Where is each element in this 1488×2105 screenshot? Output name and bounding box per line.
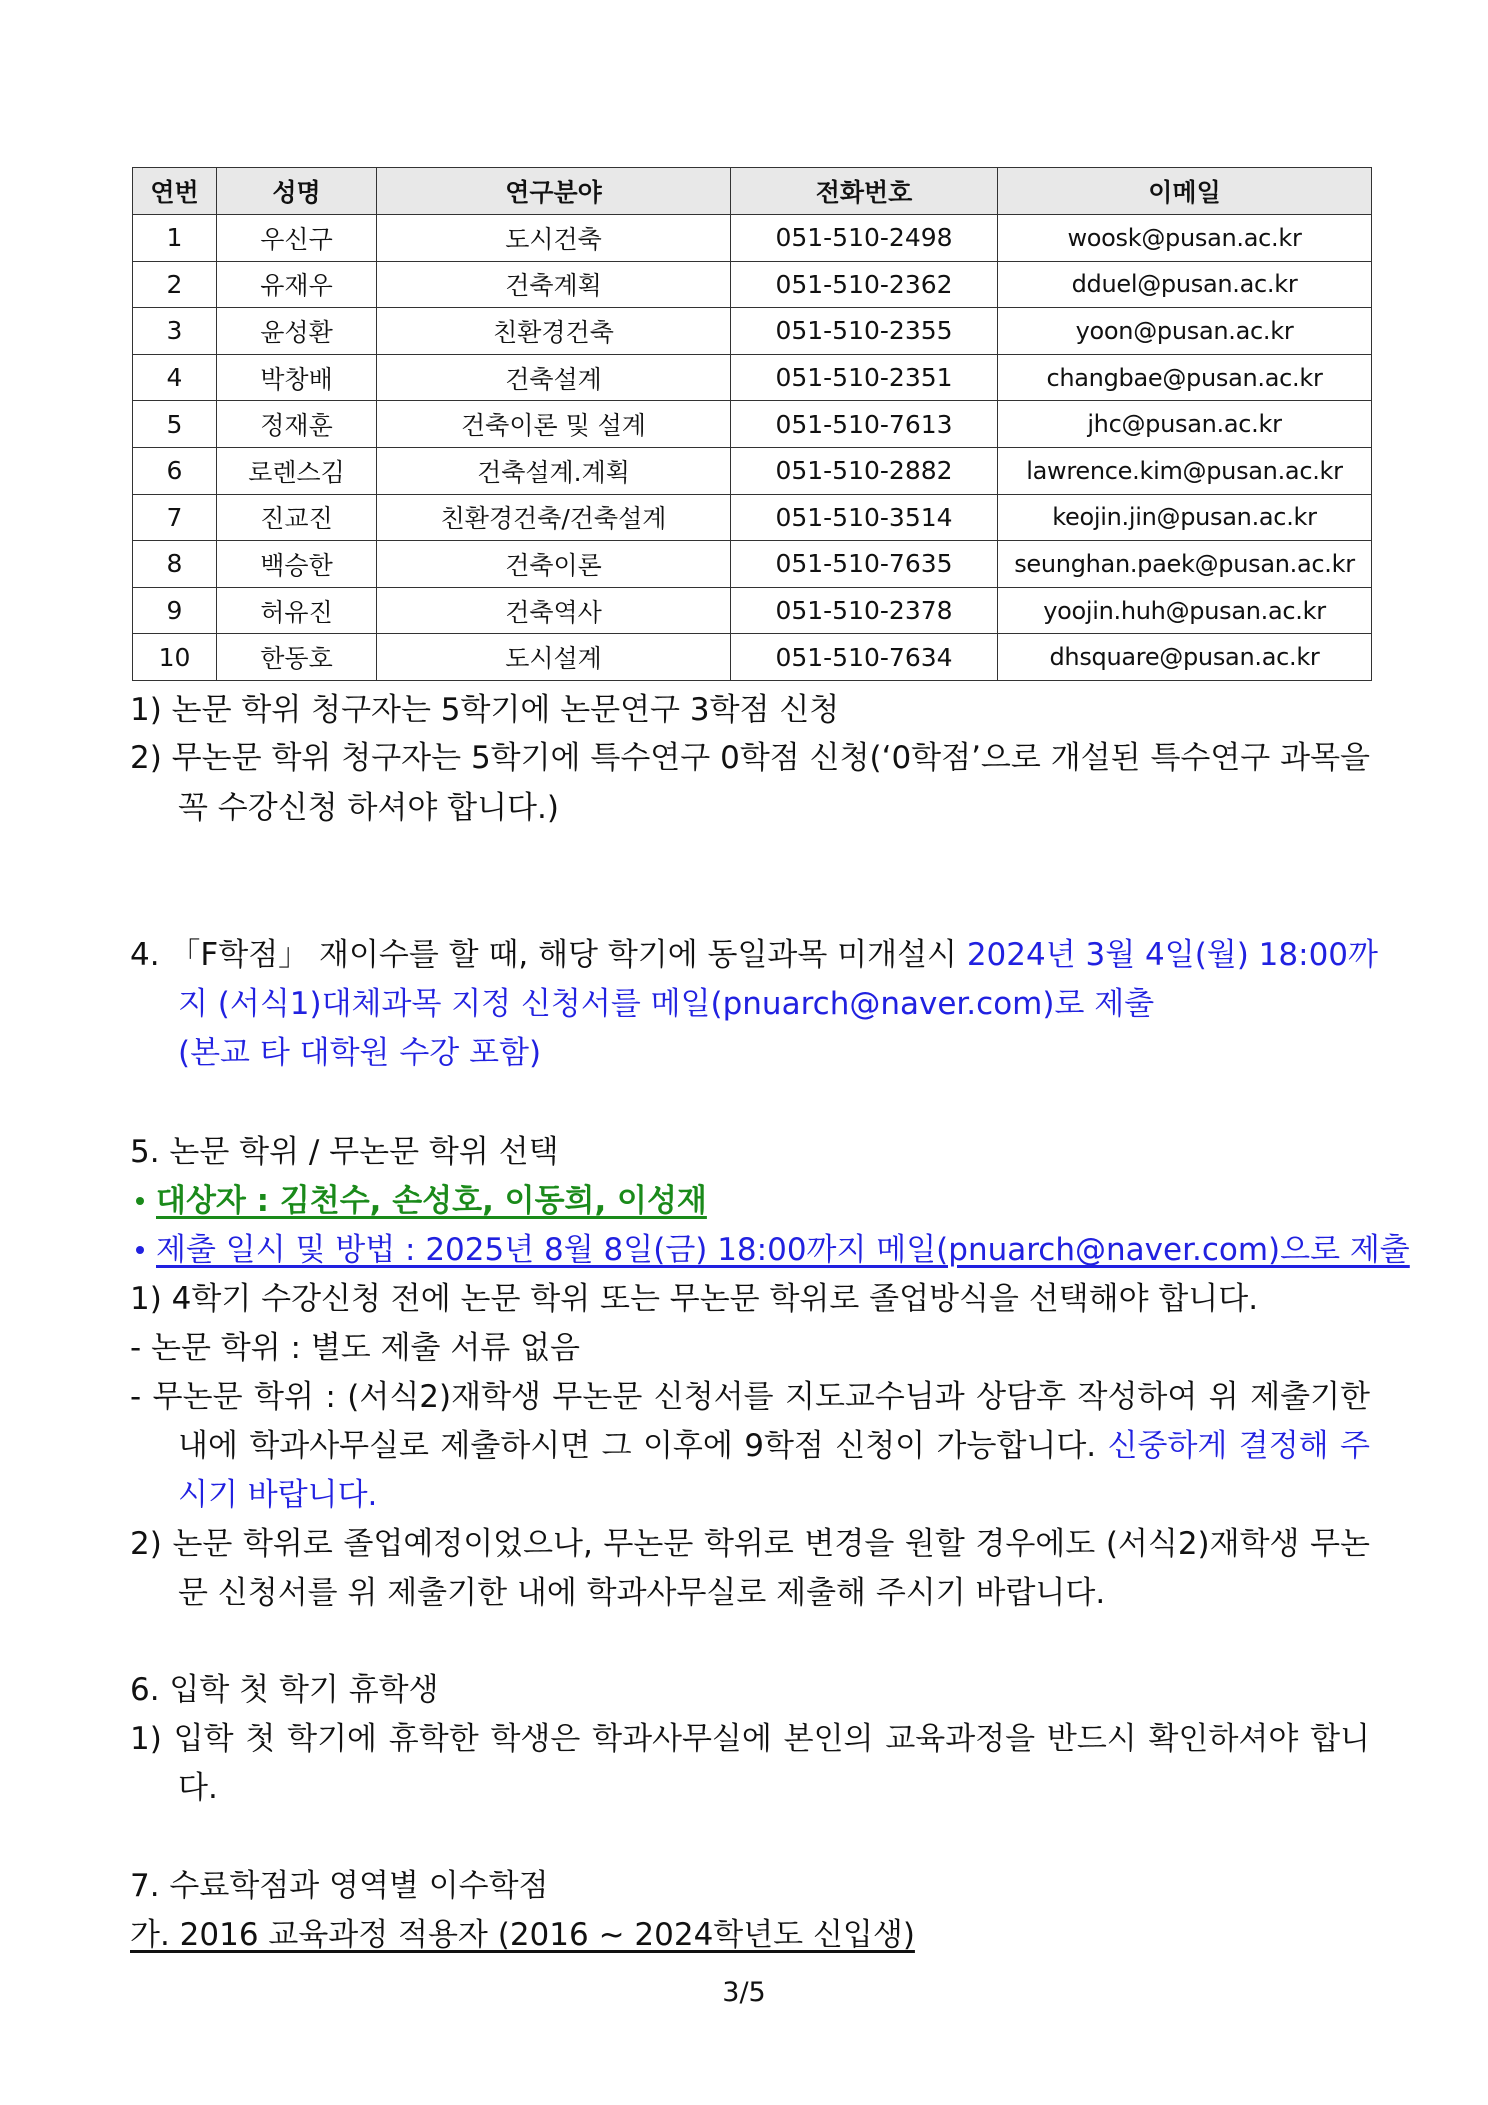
cell-phone: 051-510-2362 [731,261,998,308]
table-row [133,447,1372,494]
section5-dash2-cont [178,1426,1370,1466]
header-number: 연번 [133,168,217,215]
faculty-table [132,167,1372,681]
section5-dash2-text: 내에 학과사무실로 제출하시면 그 이후에 9학점 신청이 가능합니다. [178,1428,1108,1464]
cell-email: lawrence.kim@pusan.ac.kr [998,447,1372,494]
table-row [133,261,1372,308]
cell-phone: 051-510-2498 [731,215,998,262]
bullet-icon [136,1246,144,1254]
section5-target-line [130,1181,707,1221]
cell-field: 친환경건축/건축설계 [377,494,731,541]
cell-field: 건축역사 [377,587,731,634]
bullet-icon [136,1197,144,1205]
cell-field: 친환경건축 [377,308,731,355]
cell-email: woosk@pusan.ac.kr [998,215,1372,262]
cell-number: 7 [133,494,217,541]
cell-phone: 051-510-3514 [731,494,998,541]
table-row [133,541,1372,588]
cell-name: 정재훈 [217,401,377,448]
cell-phone: 051-510-7613 [731,401,998,448]
section5-title: 5. 논문 학위 / 무논문 학위 선택 [130,1134,559,1170]
header-name: 성명 [217,168,377,215]
header-field: 연구분야 [377,168,731,215]
cell-phone: 051-510-7634 [731,634,998,681]
cell-phone: 051-510-2882 [731,447,998,494]
cell-name: 박창배 [217,354,377,401]
section6-item1-cont: 다. [178,1770,218,1806]
cell-name: 로렌스김 [217,447,377,494]
section4-line3: (본교 타 대학원 수강 포함) [178,1035,542,1071]
section4-line2: 지 (서식1)대체과목 지정 신청서를 메일(pnuarch@naver.com)로 제출 [178,986,1155,1022]
section5-dash2-emphasis-cont: 시기 바랍니다. [178,1477,378,1513]
cell-field: 건축설계 [377,354,731,401]
cell-phone: 051-510-2355 [731,308,998,355]
note-non-thesis-cont: 꼭 수강신청 하셔야 합니다.) [178,790,559,826]
table-row [133,494,1372,541]
section5-item1: 1) 4학기 수강신청 전에 논문 학위 또는 무논문 학위로 졸업방식을 선택해야 합니다. [130,1281,1259,1317]
section5-item2-cont: 문 신청서를 위 제출기한 내에 학과사무실로 제출해 주시기 바랍니다. [178,1575,1106,1611]
cell-number: 5 [133,401,217,448]
cell-email: yoojin.huh@pusan.ac.kr [998,587,1372,634]
cell-name: 우신구 [217,215,377,262]
cell-name: 한동호 [217,634,377,681]
cell-number: 4 [133,354,217,401]
cell-name: 진교진 [217,494,377,541]
section7-subtitle: 가. 2016 교육과정 적용자 (2016 ~ 2024학년도 신입생) [130,1917,915,1953]
cell-field: 도시설계 [377,634,731,681]
cell-email: keojin.jin@pusan.ac.kr [998,494,1372,541]
cell-email: changbae@pusan.ac.kr [998,354,1372,401]
note-thesis: 1) 논문 학위 청구자는 5학기에 논문연구 3학점 신청 [130,692,840,728]
table-row [133,634,1372,681]
table-row [133,308,1372,355]
table-row [133,215,1372,262]
section7-title: 7. 수료학점과 영역별 이수학점 [130,1868,549,1904]
cell-phone: 051-510-2378 [731,587,998,634]
table-row [133,587,1372,634]
section5-item2: 2) 논문 학위로 졸업예정이었으나, 무논문 학위로 변경을 원할 경우에도 (서식2)재학생 무논 [130,1526,1370,1562]
cell-field: 도시건축 [377,215,731,262]
cell-email: jhc@pusan.ac.kr [998,401,1372,448]
page-number: 3/5 [722,1977,766,2008]
cell-name: 허유진 [217,587,377,634]
section5-dash2: - 무논문 학위 : (서식2)재학생 무논문 신청서를 지도교수님과 상담후 작성하여 위 제출기한 [130,1379,1370,1415]
section6-item1: 1) 입학 첫 학기에 휴학한 학생은 학과사무실에 본인의 교육과정을 반드시 확인하셔야 합니 [130,1721,1370,1757]
section6-title: 6. 입학 첫 학기 휴학생 [130,1672,439,1708]
table-row [133,354,1372,401]
section5-dash2-emphasis: 신중하게 결정해 주 [1107,1428,1370,1464]
cell-field: 건축이론 및 설계 [377,401,731,448]
section4-deadline: 2024년 3월 4일(월) 18:00까 [966,937,1378,973]
header-phone: 전화번호 [731,168,998,215]
cell-number: 6 [133,447,217,494]
cell-field: 건축계획 [377,261,731,308]
cell-number: 3 [133,308,217,355]
section5-dash1: - 논문 학위 : 별도 제출 서류 없음 [130,1330,580,1366]
cell-number: 10 [133,634,217,681]
table-header-row [133,168,1372,215]
cell-number: 8 [133,541,217,588]
cell-number: 2 [133,261,217,308]
cell-field: 건축설계.계획 [377,447,731,494]
cell-name: 백승한 [217,541,377,588]
cell-phone: 051-510-7635 [731,541,998,588]
section5-submit-line [130,1230,1410,1270]
cell-email: dduel@pusan.ac.kr [998,261,1372,308]
note-non-thesis: 2) 무논문 학위 청구자는 5학기에 특수연구 0학점 신청(‘0학점’으로 개설된 특수연구 과목을 [130,740,1370,776]
section5-submit: 제출 일시 및 방법 : 2025년 8월 8일(금) 18:00까지 메일(pnuarch@naver.com)으로 제출 [156,1232,1410,1268]
cell-email: yoon@pusan.ac.kr [998,308,1372,355]
cell-email: seunghan.paek@pusan.ac.kr [998,541,1372,588]
cell-phone: 051-510-2351 [731,354,998,401]
cell-name: 윤성환 [217,308,377,355]
cell-email: dhsquare@pusan.ac.kr [998,634,1372,681]
section5-target: 대상자 : 김천수, 손성호, 이동희, 이성재 [156,1183,707,1219]
header-email: 이메일 [998,168,1372,215]
cell-number: 9 [133,587,217,634]
section4-line1 [130,935,1378,975]
cell-number: 1 [133,215,217,262]
cell-name: 유재우 [217,261,377,308]
section4-prefix: 4. 「F학점」 재이수를 할 때, 해당 학기에 동일과목 미개설시 [130,937,967,973]
cell-field: 건축이론 [377,541,731,588]
table-row [133,401,1372,448]
